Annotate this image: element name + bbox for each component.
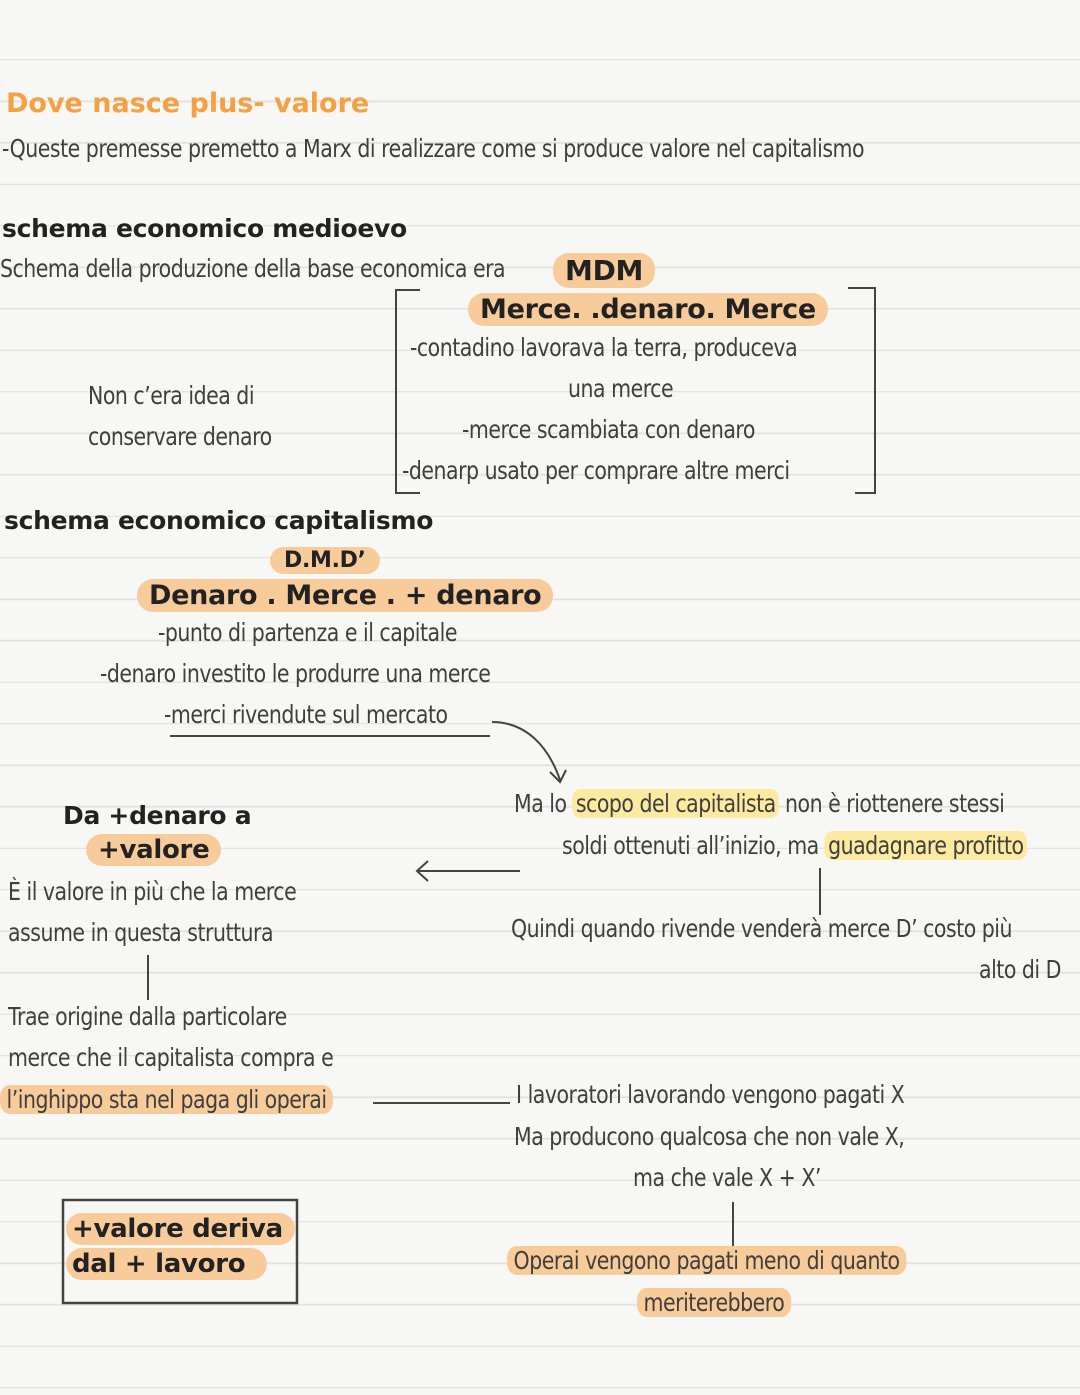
medioevo-side-note-2: conservare denaro — [88, 422, 272, 451]
right-line2-pre: soldi ottenuti all’inizio, ma — [562, 831, 825, 860]
capitalismo-line-3: -merci rivendute sul mercato — [164, 700, 448, 729]
right-block-line-4: alto di D — [979, 955, 1061, 984]
capitalismo-formula: Denaro . Merce . + denaro — [137, 579, 553, 612]
medioevo-box-line-4: -denarp usato per comprare altre merci — [402, 456, 790, 485]
right-block-line-2 — [562, 831, 1027, 860]
workers-line-1: I lavoratori lavorando vengono pagati X — [516, 1080, 905, 1109]
box-bracket-right — [848, 288, 875, 493]
highlight-meriterebbero: meriterebbero — [637, 1288, 791, 1317]
highlight-scopo: scopo del capitalista — [573, 789, 779, 818]
boxed-note-line-2: dal + lavoro — [66, 1248, 267, 1280]
left-block-text2-2: merce che il capitalista compra e — [8, 1043, 334, 1072]
left-block-text1-2: assume in questa struttura — [8, 918, 274, 947]
capitalismo-line-1: -punto di partenza e il capitale — [158, 618, 457, 647]
medioevo-box-line-2: una merce — [568, 374, 674, 403]
left-block-text1-1: È il valore in più che la merce — [8, 877, 297, 906]
medioevo-side-note-1: Non c’era idea di — [88, 381, 255, 410]
section-title-plus-valore: Dove nasce plus- valore — [6, 88, 370, 119]
right-line1-post: non è riottenere stessi — [779, 789, 1005, 818]
left-block-text2-1: Trae origine dalla particolare — [8, 1002, 287, 1031]
left-block-title-1: Da +denaro a — [63, 801, 252, 830]
boxed-note-line-1: +valore deriva — [66, 1213, 295, 1245]
section-title-medioevo: schema economico medioevo — [2, 214, 407, 243]
intro-text: -Queste premesse premetto a Marx di realizzare come si produce valore nel capitalismo — [2, 134, 865, 163]
medioevo-intro-text: Schema della produzione della base economica era — [0, 254, 506, 283]
right-line1-pre: Ma lo — [514, 789, 573, 818]
dmd-badge: D.M.D’ — [270, 547, 380, 574]
highlight-profitto: guadagnare profitto — [825, 831, 1027, 860]
highlight-operai: Operai vengono pagati meno di quanto — [507, 1246, 906, 1275]
medioevo-box-line-3: -merce scambiata con denaro — [462, 415, 755, 444]
right-block-line-1 — [514, 789, 1004, 818]
medioevo-box-line-1: -contadino lavorava la terra, produceva — [410, 333, 798, 362]
highlight-inghippo: l’inghippo sta nel paga gli operai — [0, 1085, 333, 1114]
section-title-capitalismo: schema economico capitalismo — [4, 506, 434, 535]
medioevo-intro — [0, 254, 505, 283]
medioevo-box-title: Merce. .denaro. Merce — [468, 293, 828, 326]
right-block-line-3: Quindi quando rivende venderà merce D’ costo più — [511, 914, 1013, 943]
mdm-badge: MDM — [553, 253, 655, 288]
curved-arrow-head — [550, 770, 566, 782]
workers-conclusion-2 — [637, 1288, 791, 1317]
workers-conclusion-1 — [507, 1246, 906, 1275]
left-block-text2-3 — [0, 1085, 333, 1114]
workers-line-2: Ma producono qualcosa che non vale X, — [514, 1122, 905, 1151]
capitalismo-line-2: -denaro investito le produrre una merce — [100, 659, 491, 688]
curved-arrow — [492, 722, 560, 780]
left-arrow-head — [417, 861, 428, 881]
left-block-title-2: +valore — [86, 834, 221, 866]
workers-line-3: ma che vale X + X’ — [633, 1163, 821, 1192]
